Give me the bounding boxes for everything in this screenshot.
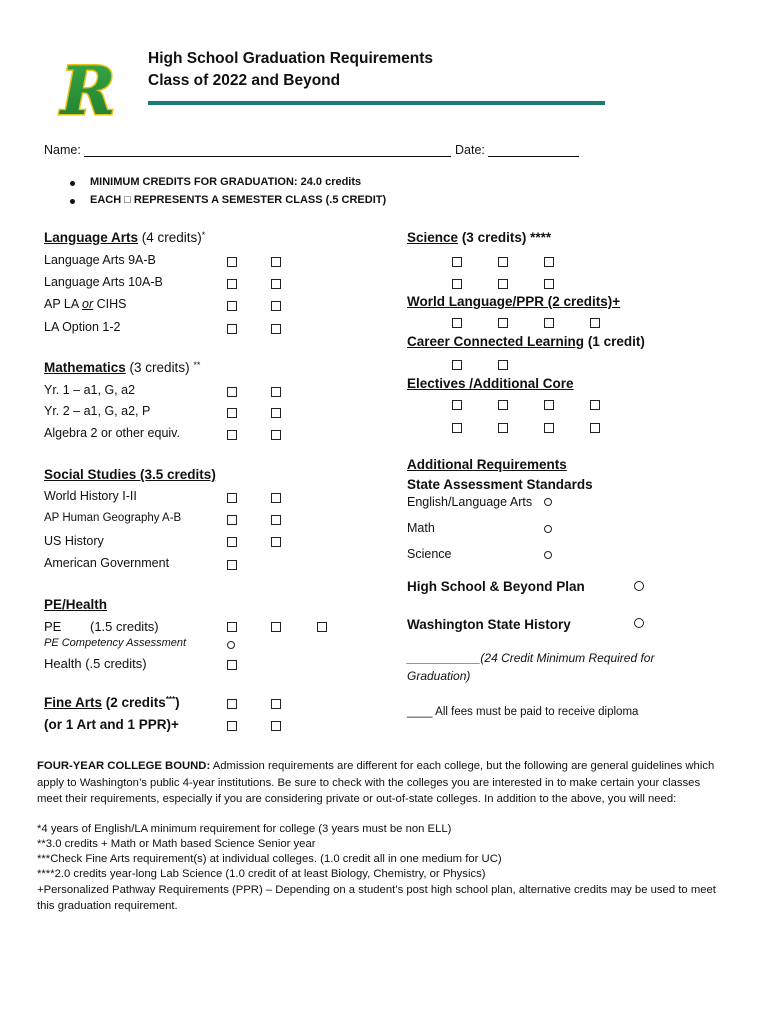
electives-checkbox-5[interactable] (452, 423, 462, 433)
wa-history-circle[interactable] (634, 618, 644, 628)
mathematics-credits: (3 credits) (129, 360, 190, 375)
la-10-checkbox-1[interactable] (227, 279, 237, 289)
world-language-checkbox-2[interactable] (498, 318, 508, 328)
name-field[interactable] (84, 156, 451, 157)
math-yr1-label: Yr. 1 – a1, G, a2 (44, 383, 136, 397)
us-history-label: US History (44, 534, 104, 548)
pe-checkbox-2[interactable] (271, 622, 281, 632)
world-language-checkbox-3[interactable] (544, 318, 554, 328)
pe-health-heading: PE/Health (44, 597, 108, 612)
la-10-label: Language Arts 10A-B (44, 275, 163, 289)
logo-letter: R (60, 58, 116, 122)
la-option-label: LA Option 1-2 (44, 320, 121, 334)
math-assessment-circle[interactable] (544, 525, 552, 533)
min-credits-bullet: MINIMUM CREDITS FOR GRADUATION: 24.0 credits (90, 176, 362, 188)
electives-heading: Electives /Additional Core (407, 376, 574, 391)
fine-arts-mark: *** (165, 695, 176, 704)
fees-line (407, 706, 638, 718)
la-option-checkbox-2[interactable] (271, 324, 281, 334)
credit-minimum-line (407, 651, 654, 665)
pe-checkbox-1[interactable] (227, 622, 237, 632)
la-option-checkbox-1[interactable] (227, 324, 237, 334)
mathematics-heading (44, 360, 200, 375)
ap-la-label (44, 297, 126, 311)
ap-la-checkbox-1[interactable] (227, 301, 237, 311)
electives-checkbox-7[interactable] (544, 423, 554, 433)
la-9-checkbox-1[interactable] (227, 257, 237, 267)
mathematics-title: Mathematics (44, 360, 126, 375)
us-history-checkbox-1[interactable] (227, 537, 237, 547)
footnote-3: ***Check Fine Arts requirement(s) at individual colleges. (1.0 credit all in one medium for UC) (37, 853, 502, 865)
credit-minimum-note-2: Graduation) (407, 669, 471, 683)
career-checkbox-2[interactable] (498, 360, 508, 370)
math-yr1-checkbox-2[interactable] (271, 387, 281, 397)
semester-bullet: EACH □ REPRESENTS A SEMESTER CLASS (.5 CREDIT) (90, 194, 387, 206)
career-title: Career Connected Learning (407, 334, 585, 349)
college-lead: FOUR-YEAR COLLEGE BOUND: (37, 760, 211, 772)
world-language-heading: World Language/PPR (2 credits)+ (407, 294, 621, 309)
career-credits: (1 credit) (587, 334, 645, 349)
college-text: Admission requirements are different for each college, but the following are general guidelines which apply to Washington’s public 4-year institutions. Be sure to check with the colleges you are interested in to make certain your classes meet their requirements, especially if you are considering private or out-of-state colleges. In addition to the above, you will need: (37, 760, 715, 805)
pe-label: PE (44, 619, 62, 634)
bullet-dot (70, 181, 75, 186)
science-credits: (3 credits) **** (461, 230, 552, 245)
world-history-checkbox-2[interactable] (271, 493, 281, 503)
state-assessment-heading: State Assessment Standards (407, 477, 593, 492)
college-paragraph (37, 758, 727, 808)
footnote-4: ****2.0 credits year-long Lab Science (1.0 credit of at least Biology, Chemistry, or Physics) (37, 868, 486, 880)
american-gov-checkbox-1[interactable] (227, 560, 237, 570)
ap-human-geo-checkbox-2[interactable] (271, 515, 281, 525)
world-language-checkbox-4[interactable] (590, 318, 600, 328)
career-checkbox-1[interactable] (452, 360, 462, 370)
fees-note: All fees must be paid to receive diploma (432, 706, 639, 718)
mathematics-mark: ** (193, 360, 201, 370)
electives-checkbox-1[interactable] (452, 400, 462, 410)
health-checkbox-1[interactable] (227, 660, 237, 670)
school-logo (52, 58, 124, 122)
fine-arts-heading (44, 695, 180, 710)
page-title: High School Graduation Requirements (148, 50, 434, 67)
ela-assessment-label: English/Language Arts (407, 495, 533, 509)
pe-competency-circle[interactable] (227, 641, 235, 649)
science-heading (407, 230, 551, 245)
ela-assessment-circle[interactable] (544, 498, 552, 506)
math-yr1-checkbox-1[interactable] (227, 387, 237, 397)
la-9-checkbox-2[interactable] (271, 257, 281, 267)
science-assessment-label: Science (407, 547, 452, 561)
us-history-checkbox-2[interactable] (271, 537, 281, 547)
fine-arts-close: ) (175, 695, 180, 710)
language-arts-mark: * (201, 230, 206, 240)
science-title: Science (407, 230, 459, 245)
date-label: Date: (455, 143, 485, 157)
science-checkbox-4[interactable] (452, 279, 462, 289)
science-checkbox-3[interactable] (544, 257, 554, 267)
bullet-dot (70, 199, 75, 204)
ap-la-checkbox-2[interactable] (271, 301, 281, 311)
science-assessment-circle[interactable] (544, 551, 552, 559)
math-assessment-label: Math (407, 521, 435, 535)
ap-la-or: or (82, 297, 94, 311)
pe-competency-label: PE Competency Assessment (44, 637, 187, 649)
language-arts-heading (44, 230, 205, 245)
beyond-plan-label: High School & Beyond Plan (407, 579, 585, 594)
wa-history-label: Washington State History (407, 617, 571, 632)
american-gov-label: American Government (44, 556, 170, 570)
electives-checkbox-3[interactable] (544, 400, 554, 410)
science-checkbox-1[interactable] (452, 257, 462, 267)
math-alg2-label: Algebra 2 or other equiv. (44, 426, 180, 440)
language-arts-credits: (4 credits) (141, 230, 202, 245)
title-rule (148, 101, 605, 105)
fine-arts-checkbox-1[interactable] (227, 699, 237, 709)
world-language-checkbox-1[interactable] (452, 318, 462, 328)
additional-heading: Additional Requirements (407, 457, 567, 472)
footnote-5: +Personalized Pathway Requirements (PPR) – Depending on a student’s post high school plan, alternative credits may be used to meet (37, 884, 716, 896)
ap-la-cihs: CIHS (93, 297, 127, 311)
credit-minimum-blank[interactable]: ___________ (407, 651, 481, 665)
science-checkbox-2[interactable] (498, 257, 508, 267)
fine-arts-alt: (or 1 Art and 1 PPR)+ (44, 717, 179, 732)
math-yr2-checkbox-1[interactable] (227, 408, 237, 418)
fine-arts-checkbox-2[interactable] (271, 699, 281, 709)
beyond-plan-circle[interactable] (634, 581, 644, 591)
electives-checkbox-4[interactable] (590, 400, 600, 410)
language-arts-title: Language Arts (44, 230, 139, 245)
health-label: Health (.5 credits) (44, 656, 147, 671)
fine-arts-title: Fine Arts (44, 695, 103, 710)
pe-credits: (1.5 credits) (90, 619, 159, 634)
ap-la-text: AP LA (44, 297, 82, 311)
electives-checkbox-6[interactable] (498, 423, 508, 433)
ap-human-geo-label: AP Human Geography A-B (44, 512, 182, 524)
fine-arts-credits: (2 credits (105, 695, 166, 710)
science-checkbox-6[interactable] (544, 279, 554, 289)
la-10-checkbox-2[interactable] (271, 279, 281, 289)
footnote-2: **3.0 credits + Math or Math based Science Senior year (37, 838, 316, 850)
la-9-label: Language Arts 9A-B (44, 253, 156, 267)
math-alg2-checkbox-2[interactable] (271, 430, 281, 440)
world-history-label: World History I-II (44, 489, 137, 503)
ap-human-geo-checkbox-1[interactable] (227, 515, 237, 525)
name-label: Name: (44, 143, 81, 157)
fine-arts-alt-checkbox-1[interactable] (227, 721, 237, 731)
world-history-checkbox-1[interactable] (227, 493, 237, 503)
pe-checkbox-3[interactable] (317, 622, 327, 632)
science-checkbox-5[interactable] (498, 279, 508, 289)
footnote-1: *4 years of English/LA minimum requirement for college (3 years must be non ELL) (37, 823, 452, 835)
page-subtitle: Class of 2022 and Beyond (148, 72, 341, 89)
career-heading (407, 334, 645, 349)
fine-arts-alt-checkbox-2[interactable] (271, 721, 281, 731)
credit-minimum-note: (24 Credit Minimum Required for (480, 651, 655, 665)
electives-checkbox-2[interactable] (498, 400, 508, 410)
math-alg2-checkbox-1[interactable] (227, 430, 237, 440)
math-yr2-checkbox-2[interactable] (271, 408, 281, 418)
math-yr2-label: Yr. 2 – a1, G, a2, P (44, 404, 151, 418)
electives-checkbox-8[interactable] (590, 423, 600, 433)
date-field[interactable] (488, 156, 579, 157)
social-studies-heading: Social Studies (3.5 credits) (44, 467, 216, 482)
footnote-6: this graduation requirement. (37, 900, 178, 912)
fees-blank[interactable]: ____ (407, 706, 433, 718)
